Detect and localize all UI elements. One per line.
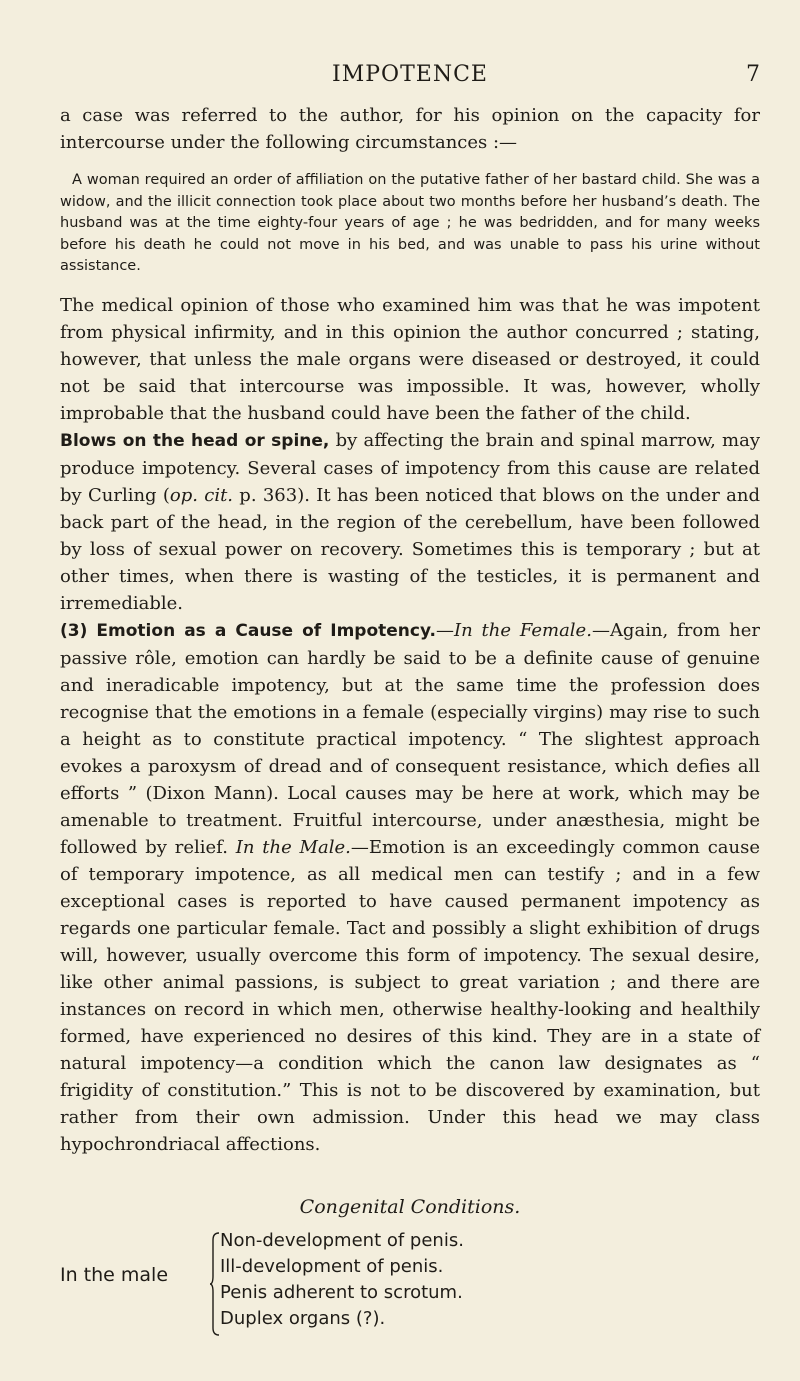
congenital-conditions (60, 1228, 760, 1338)
paragraph-blows (60, 427, 760, 617)
list-item: Duplex organs (?). (220, 1307, 386, 1329)
body-text (60, 292, 760, 1158)
female-label: In the Female. (453, 619, 592, 641)
heading-emotion: Emotion as a Cause of Impotency. (87, 620, 436, 641)
paragraph-emotion (60, 617, 760, 1158)
book-page (60, 62, 760, 1338)
list-item: Non-development of penis. (220, 1229, 464, 1251)
citation: op. cit. (169, 484, 234, 506)
blows-text-b: p. 363). It has been noticed that blows on the under and back part of the head, in the region of the cerebellum, have been followed by loss of sexual power on recovery. Sometimes this is temporary ; but at other times, when there is wasting of the testicles, it is permanent and irremediable. (60, 484, 760, 614)
running-title: IMPOTENCE (332, 62, 488, 87)
congenital-label: In the male (60, 1263, 169, 1286)
blows-text-a: by affecting the brain and spinal marrow, may produce impotency. Several cases of impotency from this cause are related by Curling ( (60, 429, 760, 506)
heading-blows: Blows on the head or spine, (60, 430, 330, 451)
running-head (60, 62, 760, 96)
congenital-title: Congenital Conditions. (299, 1195, 521, 1218)
section-number: (3) (60, 620, 88, 641)
male-text: —Emotion is an exceedingly common cause of temporary impotence, as all medical men can testify ; and in a few exceptional cases is reported to have caused permanent impotency as regards one particular female. Tact and possibly a slight exhibition of drugs will, however, usually overcome this form of impotency. The sexual desire, like other animal passions, is subject to great variation ; and there are instances on record in which men, otherwise healthy-looking and healthily formed, have experienced no desires of this kind. They are in a state of natural impotency—a condition which the canon law designates as “ frigidity of constitution.” This is not to be discovered by examination, but rather from their own admission. Under this head we may class hypochrondriacal affections. (60, 836, 760, 1155)
list-item: Ill-development of penis. (220, 1255, 444, 1277)
congenital-list (220, 1228, 464, 1332)
male-label: In the Male. (235, 836, 351, 858)
paragraph-medical-opinion: The medical opinion of those who examined him was that he was impotent from physical infirmity, and in this opinion the author concurred ; stating, however, that unless the male organs were diseased or destroyed, it could not be said that intercourse was impossible. It was, however, wholly improbable that the husband could have been the father of the child. (60, 294, 760, 424)
female-text: —Again, from her passive rôle, emotion can hardly be said to be a definite cause of genuine and ineradicable impotency, but at the same time the profession does recognise that the emotions in a female (especially virgins) may rise to such a height as to constitute practical impotency. “ The slightest approach evokes a paroxysm of dread and of consequent resistance, which defies all efforts ” (Dixon Mann). Local causes may be here at work, which may be amenable to treatment. Fruitful intercourse, under anæsthesia, might be followed by relief. (60, 619, 760, 858)
intro-paragraph: a case was referred to the author, for his opinion on the capacity for intercourse under the following circumstances :— (60, 105, 760, 153)
case-extract: A woman required an order of affiliation on the putative father of her bastard child. She was a widow, and the illicit connection took place about two months before her husband’s death. The husband was at the time eighty-four years of age ; he was bedridden, and for many weeks before his death he could not move in his bed, and was unable to pass his urine without assistance. (60, 172, 760, 274)
brace-icon (210, 1232, 220, 1336)
page-number: 7 (746, 62, 760, 87)
list-item: Penis adherent to scrotum. (220, 1281, 463, 1303)
dash: — (435, 619, 454, 641)
